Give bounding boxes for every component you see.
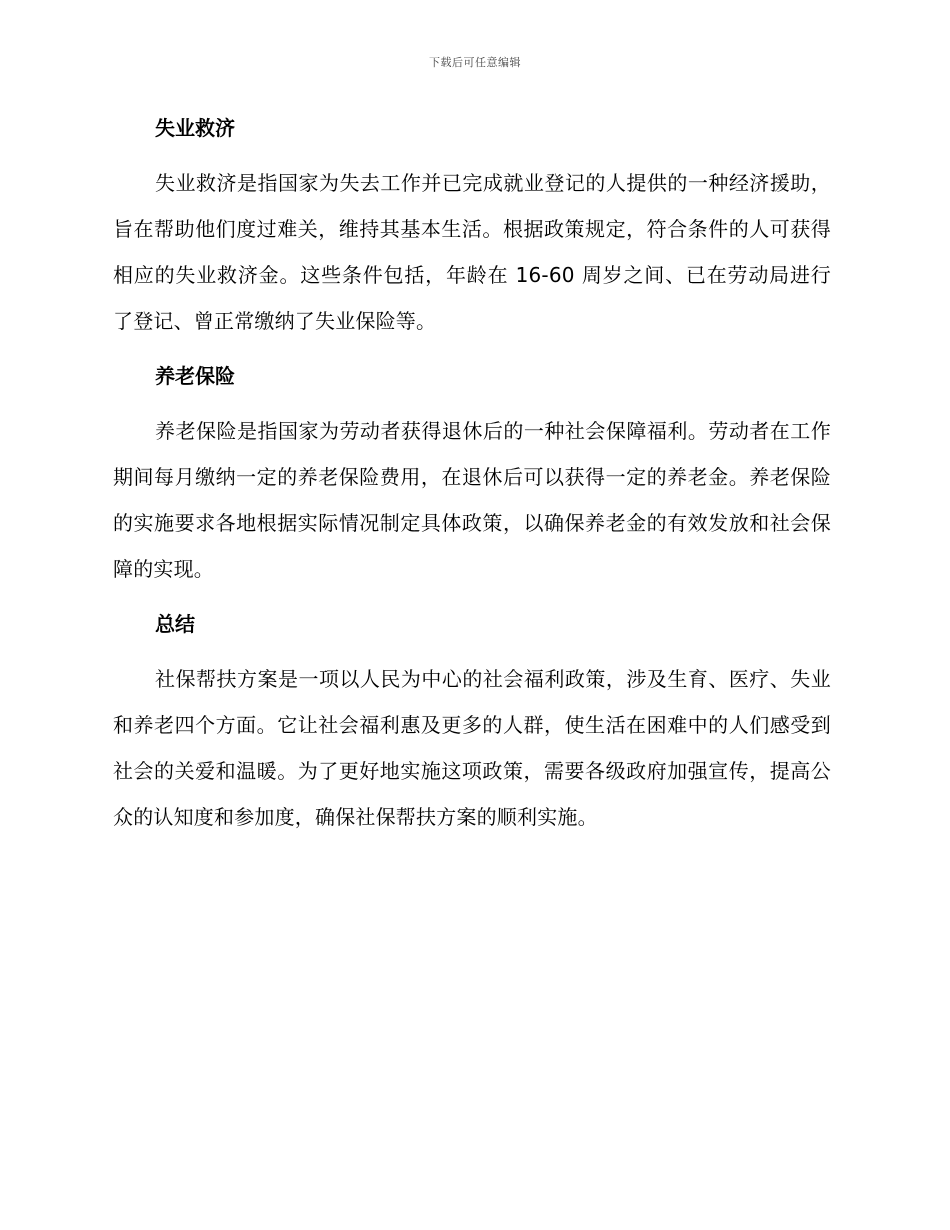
section-paragraph-summary: 社保帮扶方案是一项以人民为中心的社会福利政策，涉及生育、医疗、失业和养老四个方面。它让社会福利惠及更多的人群，使生活在困难中的人们感受到社会的关爱和温暖。为了更好地实施这项政策，需要各级政府加强宣传，提高公众的认知度和参加度，确保社保帮扶方案的顺利实施。: [113, 667, 831, 829]
section-heading-unemployment-relief: 失业救济: [155, 116, 235, 140]
section-heading-summary: 总结: [155, 612, 195, 636]
section-paragraph-pension-insurance: 养老保险是指国家为劳动者获得退休后的一种社会保障福利。劳动者在工作期间每月缴纳一定的养老保险费用，在退休后可以获得一定的养老金。养老保险的实施要求各地根据实际情况制定具体政策，以确保养老金的有效发放和社会保障的实现。: [113, 419, 831, 581]
document-body: [113, 110, 831, 854]
section-heading-pension-insurance: 养老保险: [155, 364, 235, 388]
page-header: 下载后可任意编辑: [429, 56, 521, 69]
section-paragraph-unemployment-relief: 失业救济是指国家为失去工作并已完成就业登记的人提供的一种经济援助，旨在帮助他们度过难关，维持其基本生活。根据政策规定，符合条件的人可获得相应的失业救济金。这些条件包括，年龄在 16-60 周岁之间、已在劳动局进行了登记、曾正常缴纳了失业保险等。: [113, 171, 831, 333]
